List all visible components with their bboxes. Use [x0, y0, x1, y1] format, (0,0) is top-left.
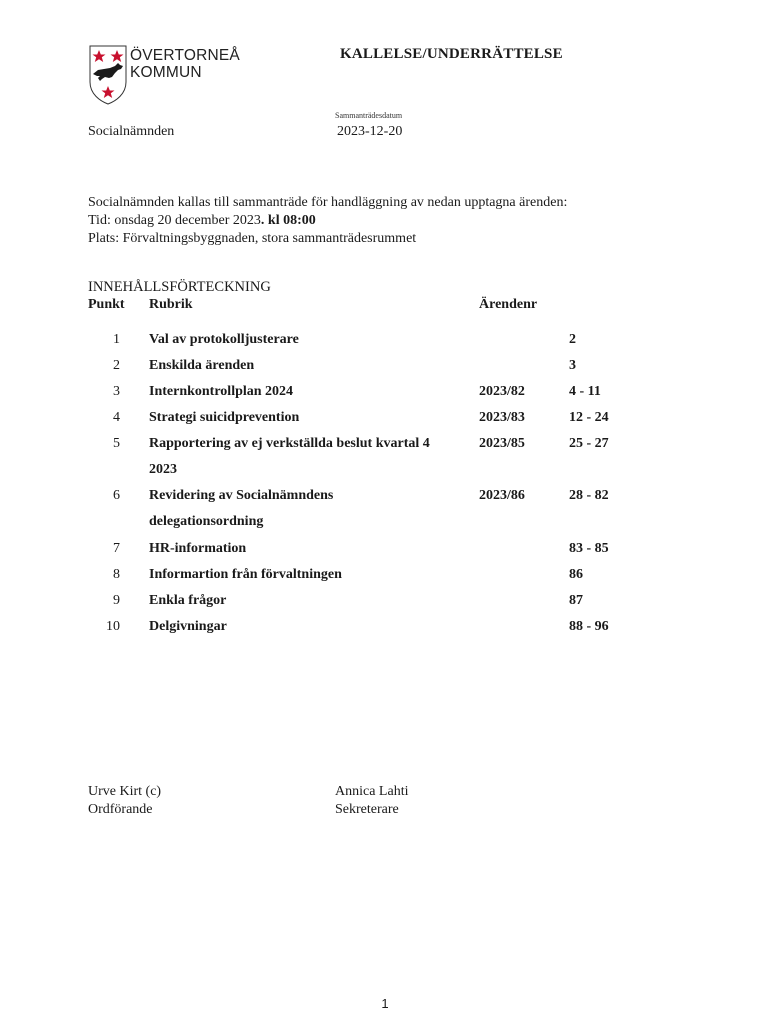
toc-row-number: 2	[113, 358, 120, 373]
chair-name: Urve Kirt (c)	[88, 784, 162, 799]
coat-of-arms-icon	[88, 44, 128, 106]
toc-row-pages: 28 - 82	[569, 488, 609, 503]
municipality-name-line1: ÖVERTORNEÅ	[130, 47, 240, 64]
secretary-role: Sekreterare	[335, 802, 399, 817]
toc-row-rubrik	[149, 431, 459, 483]
toc-row-pages: 86	[569, 567, 583, 582]
toc-row-arendenr: 2023/82	[479, 384, 525, 399]
intro-time-bold: . kl 08:00	[260, 213, 316, 228]
toc-header-punkt: Punkt	[88, 297, 125, 312]
toc-row-pages: 87	[569, 593, 583, 608]
toc-row-rubrik: Strategi suicidprevention	[149, 410, 300, 425]
municipality-name	[130, 47, 240, 81]
toc-row-number: 4	[113, 410, 120, 425]
toc-row-pages: 83 - 85	[569, 541, 609, 556]
toc-row-rubrik: Enskilda ärenden	[149, 358, 255, 373]
toc-row-number: 8	[113, 567, 120, 582]
page-number: 1	[381, 996, 389, 1011]
municipality-logo	[88, 44, 248, 106]
toc-row-number: 6	[113, 488, 120, 503]
toc-row-rubrik-line1: Rapportering av ej verkställda beslut kvartal 4	[149, 436, 430, 451]
toc-row-rubrik-line2: 2023	[149, 462, 177, 477]
toc-row-pages: 88 - 96	[569, 619, 609, 634]
intro-place: Plats: Förvaltningsbyggnaden, stora sammanträdesrummet	[88, 231, 417, 246]
meeting-date: 2023-12-20	[337, 124, 403, 139]
meeting-intro	[88, 194, 567, 248]
municipality-name-line2: KOMMUN	[130, 64, 202, 81]
toc-row-number: 9	[113, 593, 120, 608]
toc-row-pages: 4 - 11	[569, 384, 601, 399]
intro-time	[88, 212, 567, 230]
toc-row-pages: 2	[569, 332, 576, 347]
toc-row-rubrik: Val av protokolljusterare	[149, 332, 299, 347]
toc-row-pages: 12 - 24	[569, 410, 609, 425]
intro-time-prefix: Tid: onsdag 20 december 2023	[88, 213, 261, 228]
intro-summons: Socialnämnden kallas till sammanträde för handläggning av nedan upptagna ärenden:	[88, 195, 568, 210]
document-title: KALLELSE/UNDERRÄTTELSE	[340, 46, 563, 62]
toc-row-pages: 25 - 27	[569, 436, 609, 451]
toc-row-number: 3	[113, 384, 120, 399]
toc-row-pages: 3	[569, 358, 576, 373]
toc-row-rubrik: Informartion från förvaltningen	[149, 567, 342, 582]
secretary-name: Annica Lahti	[335, 784, 409, 799]
toc-row-rubrik-line1: Revidering av Socialnämndens	[149, 488, 334, 503]
toc-row-arendenr: 2023/83	[479, 410, 525, 425]
toc-header-arendenr: Ärendenr	[479, 297, 538, 312]
toc-row-rubrik: Internkontrollplan 2024	[149, 384, 294, 399]
meeting-date-label: Sammanträdesdatum	[335, 111, 403, 120]
toc-row-number: 5	[113, 436, 120, 451]
toc-row-arendenr: 2023/86	[479, 488, 525, 503]
toc-row-rubrik: HR-information	[149, 541, 247, 556]
toc-title: INNEHÅLLSFÖRTECKNING	[88, 279, 271, 295]
toc-row-number: 10	[106, 619, 120, 634]
toc-row-rubrik: Delgivningar	[149, 619, 227, 634]
toc-row-rubrik: Enkla frågor	[149, 593, 227, 608]
toc-row-rubrik-line2: delegationsordning	[149, 514, 264, 529]
toc-row-rubrik	[149, 483, 459, 535]
chair-signature	[88, 783, 161, 819]
toc-header-rubrik: Rubrik	[149, 297, 193, 312]
committee-name: Socialnämnden	[88, 124, 175, 139]
chair-role: Ordförande	[88, 802, 153, 817]
secretary-signature	[335, 783, 408, 819]
toc-row-arendenr: 2023/85	[479, 436, 525, 451]
toc-row-number: 7	[113, 541, 120, 556]
toc-row-number: 1	[113, 332, 120, 347]
